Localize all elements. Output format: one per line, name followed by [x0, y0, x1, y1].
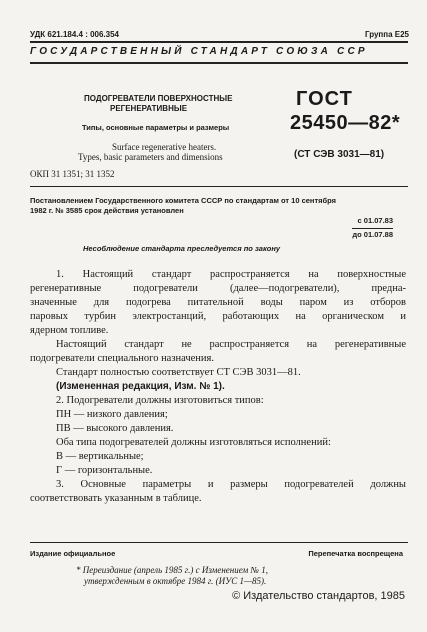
title-english-1: Surface regenerative heaters.	[112, 142, 217, 152]
paragraph-1	[30, 268, 406, 338]
type-high-pressure: ПВ — высокого давления.	[56, 423, 174, 434]
paragraph-3: Стандарт полностью соответствует СТ СЭВ 3031—81.	[56, 367, 301, 378]
valid-to-date: до 01.07.88	[352, 230, 393, 239]
gost-number: 25450—82*	[290, 112, 401, 134]
okp-codes: ОКП 31 1351; 31 1352	[30, 169, 115, 179]
paragraph-1-line-1: 1. Настоящий стандарт распространяется на поверхностные	[56, 269, 406, 280]
reissue-note-2: утвержденным в октябре 1984 г. (ИУС 1—85).	[84, 576, 267, 586]
paragraph-2-line-1: Настоящий стандарт не распространяется на регенеративные	[56, 339, 406, 350]
title-line-1: ПОДОГРЕВАТЕЛИ ПОВЕРХНОСТНЫЕ	[84, 94, 233, 103]
paragraph-6-line-2: соответствовать указанным в таблице.	[30, 493, 202, 504]
version-horizontal: Г — горизонтальные.	[56, 465, 153, 476]
reissue-note-1: * Переиздание (апрель 1985 г.) с Изменением № 1,	[76, 565, 269, 575]
decree-line-2: 1982 г. № 3585 срок действия установлен	[30, 206, 184, 215]
paragraph-2-line-2: подогреватели специального назначения.	[30, 353, 214, 364]
udk-code: УДК 621.184.4 : 006.354	[30, 30, 119, 39]
valid-from-date: с 01.07.83	[357, 216, 393, 225]
official-edition: Издание официальное	[30, 549, 116, 558]
paragraph-1-line-3: значенные для подогрева питательной воды паром из отборов	[30, 297, 406, 308]
paragraph-1-line-5: ядерном топливе.	[30, 325, 109, 336]
gos-standard-heading: ГОСУДАРСТВЕННЫЙ СТАНДАРТ СОЮЗА ССР	[30, 46, 368, 57]
title-subtitle: Типы, основные параметры и размеры	[82, 123, 230, 132]
edit-note: (Измененная редакция, Изм. № 1).	[56, 381, 225, 392]
paragraph-6-line-1: 3. Основные параметры и размеры подогревателей должны	[56, 479, 406, 490]
violation-notice: Несоблюдение стандарта преследуется по закону	[83, 244, 281, 253]
header-rule-bottom	[30, 62, 408, 64]
st-sev-reference: (СТ СЭВ 3031—81)	[294, 149, 385, 160]
paragraph-2	[30, 338, 406, 506]
version-vertical: В — вертикальные;	[56, 451, 144, 462]
paragraph-1-line-4: паровых турбин электростанций, работающих на органическом и	[30, 311, 406, 322]
decree-line-1: Постановлением Государственного комитета СССР по стандартам от 10 сентября	[30, 196, 337, 205]
paragraph-5: Оба типа подогревателей должны изготовляться исполнений:	[56, 437, 331, 448]
title-line-2: РЕГЕНЕРАТИВНЫЕ	[110, 104, 188, 113]
type-low-pressure: ПН — низкого давления;	[56, 409, 168, 420]
footer-rule	[30, 542, 408, 543]
title-english-2: Types, basic parameters and dimensions	[78, 152, 223, 162]
gost-label: ГОСТ	[296, 88, 353, 110]
group-code: Группа Е25	[364, 30, 409, 39]
header-rule-top	[30, 41, 408, 43]
copyright: © Издательство стандартов, 1985	[232, 590, 405, 602]
okp-rule	[30, 186, 408, 187]
paragraph-4: 2. Подогреватели должны изготовиться типов:	[56, 395, 264, 406]
reprint-prohibited: Перепечатка воспрещена	[308, 549, 403, 558]
paragraph-1-line-2: регенеративные подогреватели (далее—подогреватели), предна-	[30, 283, 406, 294]
